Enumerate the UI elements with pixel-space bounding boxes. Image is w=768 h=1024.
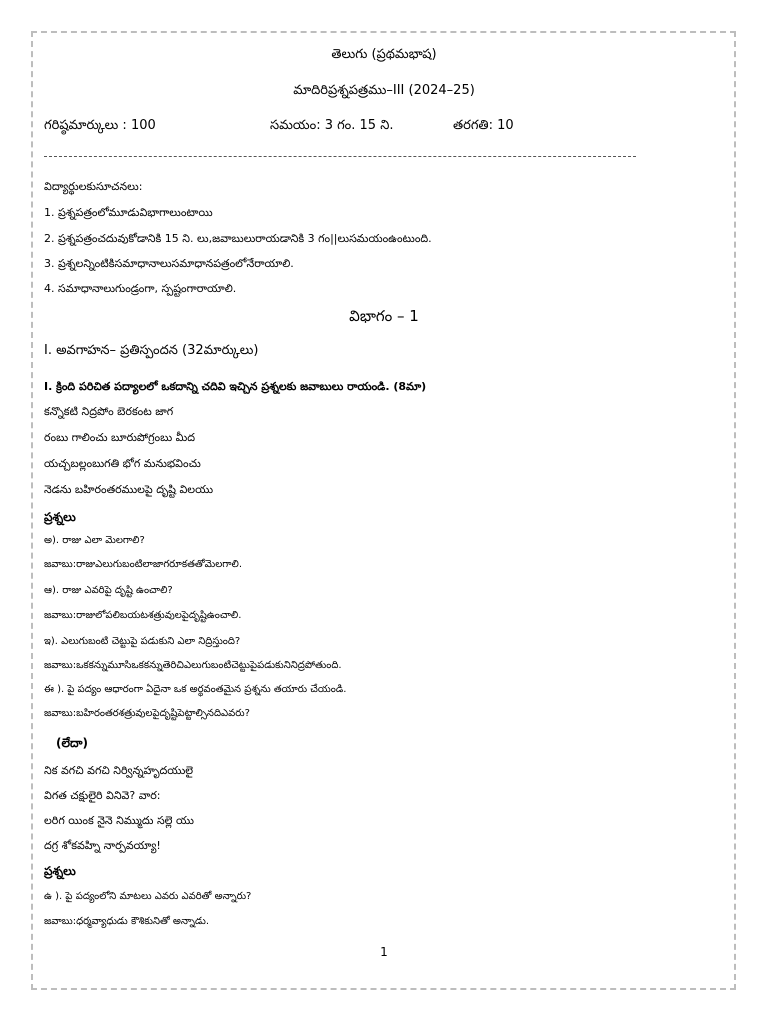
or-label: (లేదా) — [56, 736, 88, 750]
class-label: తరగతి: 10 — [453, 118, 514, 133]
poem-line: విగత చక్షులైరి వినివె? వార: — [44, 789, 161, 802]
section-title: విభాగం – 1 — [349, 307, 419, 325]
questions-heading: ప్రశ్నలు — [44, 510, 76, 524]
question-line: అ). రాజు ఎలా మెలగాలి? — [44, 535, 145, 546]
instructions-heading: విద్యార్థులకుసూచనలు: — [44, 180, 143, 193]
questions-heading: ప్రశ్నలు — [44, 864, 76, 878]
answer-line: జవాబు:బహిరంతరశత్రువులపైదృష్టిపెట్టాల్సినదిఎవరు? — [44, 708, 250, 719]
poem-line: దగ్ర శోకవహ్ని నార్పవయ్యా! — [44, 839, 161, 852]
question-line: ఆ). రాజు ఎవరిపై దృష్టి ఉంచాలి? — [44, 585, 173, 596]
question-line: ఉ ). పై పద్యంలోని మాటలు ఎవరు ఎవరితో అన్నారు? — [44, 891, 252, 902]
doc-title: తెలుగు (ప్రథమభాష) — [331, 47, 437, 62]
answer-line: జవాబు:రాజులోపలిబయటశత్రువులపైదృష్టిఉంచాలి. — [44, 610, 242, 621]
page-number: 1 — [380, 945, 388, 959]
poem-line: నిక వగచి వగచి నిర్విన్నహృదయులై — [44, 764, 194, 777]
instruction-item: 1. ప్రశ్నపత్రంలోమూడువిభాగాలుంటాయి — [44, 206, 213, 219]
instruction-item: 2. ప్రశ్నపత్రంచదువుకోడానికి 15 ని. లు,జవాబులురాయడానికి 3 గం||లుసమయంఉంటుంది. — [44, 232, 432, 245]
poem-line: నెడను బహిరంతరములపై దృష్టి విలయు — [44, 483, 214, 496]
answer-line: జవాబు:రాజుఎలుగుబంటిలాజాగరూకతతోమెలగాలి. — [44, 559, 242, 570]
poem-line: కన్నొకటి నిద్రపోం బెరకంట జాగ — [44, 405, 174, 418]
question-line: ఇ). ఎలుగుబంటి చెట్టుపై పడుకుని ఎలా నిద్రిస్తుంది? — [44, 636, 241, 647]
answer-line: జవాబు:ఒకకన్నుమూసిఒకకన్నుతెరిచిఎలుగుబంటిచెట్టుపైపడుకునినిద్రపోతుంది. — [44, 660, 342, 671]
separator-line — [44, 156, 636, 157]
exam-time: సమయం: 3 గం. 15 ని. — [270, 118, 394, 133]
instruction-item: 3. ప్రశ్నలన్నింటికిసమాధానాలుసమాధానపత్రంలోనేరాయాలి. — [44, 257, 294, 270]
part-heading: I. అవగాహన– ప్రతిస్పందన (32మార్కులు) — [44, 343, 259, 358]
exam-title: మాదిరిప్రశ్నపత్రము–III (2024–25) — [293, 83, 475, 98]
answer-line: జవాబు:ధర్మవ్యాధుడు కౌశికునితో అన్నాడు. — [44, 916, 209, 927]
poem-line: రంబు గాలించు బూరుపోగ్రంబు మీద — [44, 431, 196, 444]
instruction-item: 4. సమాధానాలుగుండ్రంగా, స్పష్టంగారాయాలి. — [44, 282, 237, 295]
max-marks: గరిష్ఠమార్కులు : 100 — [44, 118, 156, 133]
poem-line: యచ్చబల్లంబుగతి భోగ మనుభవించు — [44, 457, 201, 470]
poem-line: లరిగ యింక నైనె నిమ్ముదు సల్లె యు — [44, 814, 194, 827]
question-line: ఈ ). పై పద్యం ఆధారంగా ఏదైనా ఒక అర్థవంతమైన ప్రశ్నను తయారు చేయండి. — [44, 684, 347, 695]
question-instruction: I. క్రింది పరిచిత పద్యాలలో ఒకదాన్ని చదివి ఇచ్చిన ప్రశ్నలకు జవాబులు రాయండి. (8మా) — [44, 380, 427, 393]
